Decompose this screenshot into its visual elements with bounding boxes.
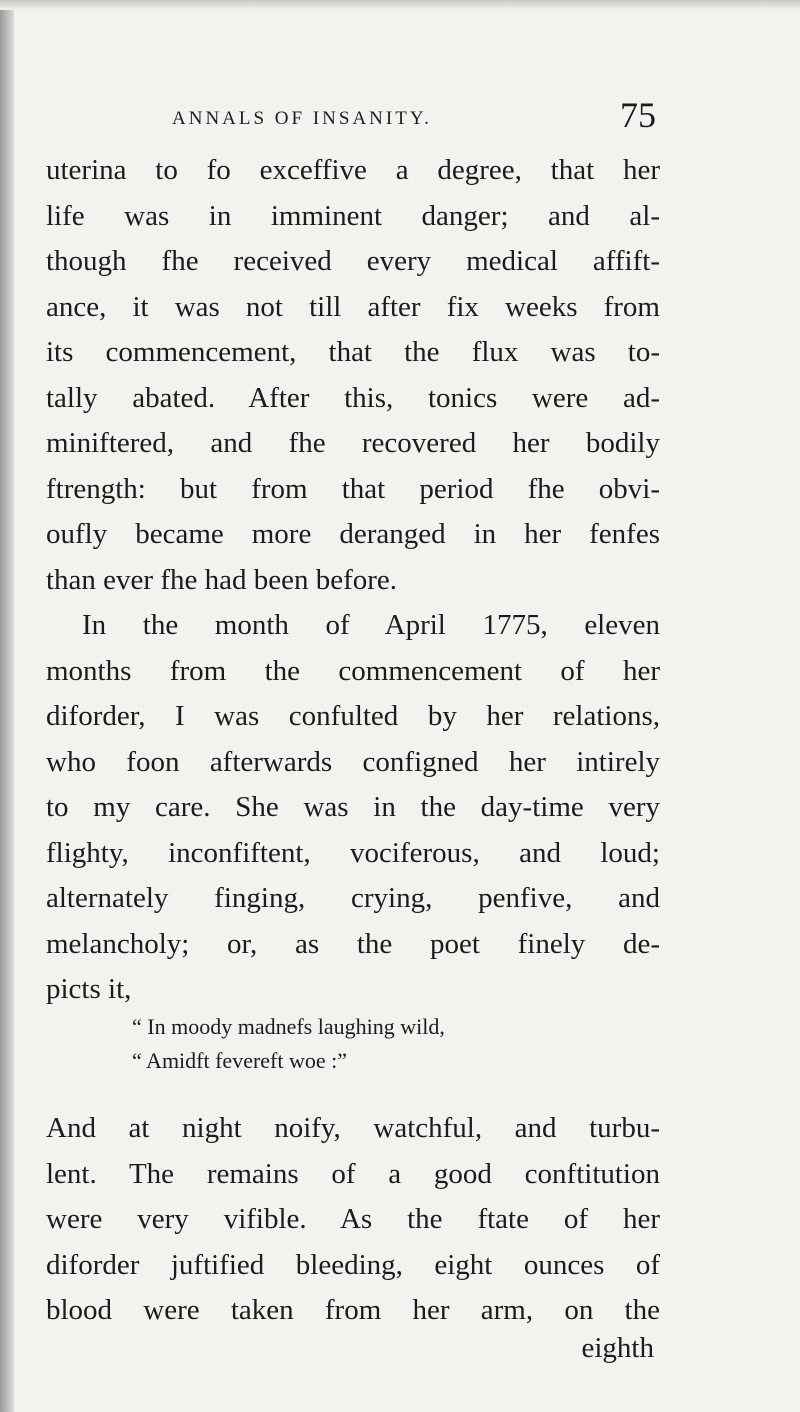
text-line: lent. The remains of a good conftitution xyxy=(46,1157,660,1190)
text-line: though fhe received every medical affift- xyxy=(46,245,660,277)
text-line: were very vifible. As the ftate of her xyxy=(46,1203,660,1235)
text-line: than ever fhe had been before. xyxy=(46,563,398,596)
page-header xyxy=(46,90,660,142)
text-line: picts it, xyxy=(46,973,132,1005)
text-line: to my care. She was in the day-time very xyxy=(46,791,660,823)
text-line: ftrength: but from that period fhe obvi- xyxy=(46,472,660,505)
scan-edge-left xyxy=(0,0,14,1412)
text-line: months from the commencement of her xyxy=(46,654,660,687)
scan-edge-top xyxy=(0,0,800,10)
text-line: miniftered, and fhe recovered her bodily xyxy=(46,427,660,459)
running-head: ANNALS OF INSANITY. xyxy=(172,108,432,129)
text-line: uterina to fo exceffive a degree, that her xyxy=(46,154,660,186)
catchword: eighth xyxy=(581,1332,654,1364)
body-text xyxy=(46,148,660,1013)
text-line: tally abated. After this, tonics were ad- xyxy=(46,381,660,414)
verse-line: “ Amidft fevereft woe :” xyxy=(132,1048,348,1073)
text-line: diforder juftified bleeding, eight ounces of xyxy=(46,1248,660,1281)
book-page xyxy=(46,90,660,1364)
body-text-continued xyxy=(46,1106,660,1334)
text-line: diforder, I was confulted by her relations, xyxy=(46,700,660,732)
text-line: blood were taken from her arm, on the xyxy=(46,1294,660,1326)
text-line: oufly became more deranged in her fenfes xyxy=(46,518,660,550)
text-line: And at night noify, watchful, and turbu- xyxy=(46,1112,660,1144)
page-number: 75 xyxy=(620,95,656,135)
text-line: who foon afterwards configned her intirely xyxy=(46,745,660,778)
text-line: alternately finging, crying, penfive, and xyxy=(46,882,660,914)
verse-line: “ In moody madnefs laughing wild, xyxy=(132,1014,445,1039)
text-line: melancholy; or, as the poet finely de- xyxy=(46,927,660,960)
text-line: In the month of April 1775, eleven xyxy=(82,609,660,641)
text-line: flighty, inconfiftent, vociferous, and loud; xyxy=(46,836,660,869)
text-line: ance, it was not till after fix weeks from xyxy=(46,290,660,323)
verse-quotation xyxy=(132,1010,652,1078)
text-line: life was in imminent danger; and al- xyxy=(46,199,660,232)
text-line: its commencement, that the flux was to- xyxy=(46,336,660,368)
